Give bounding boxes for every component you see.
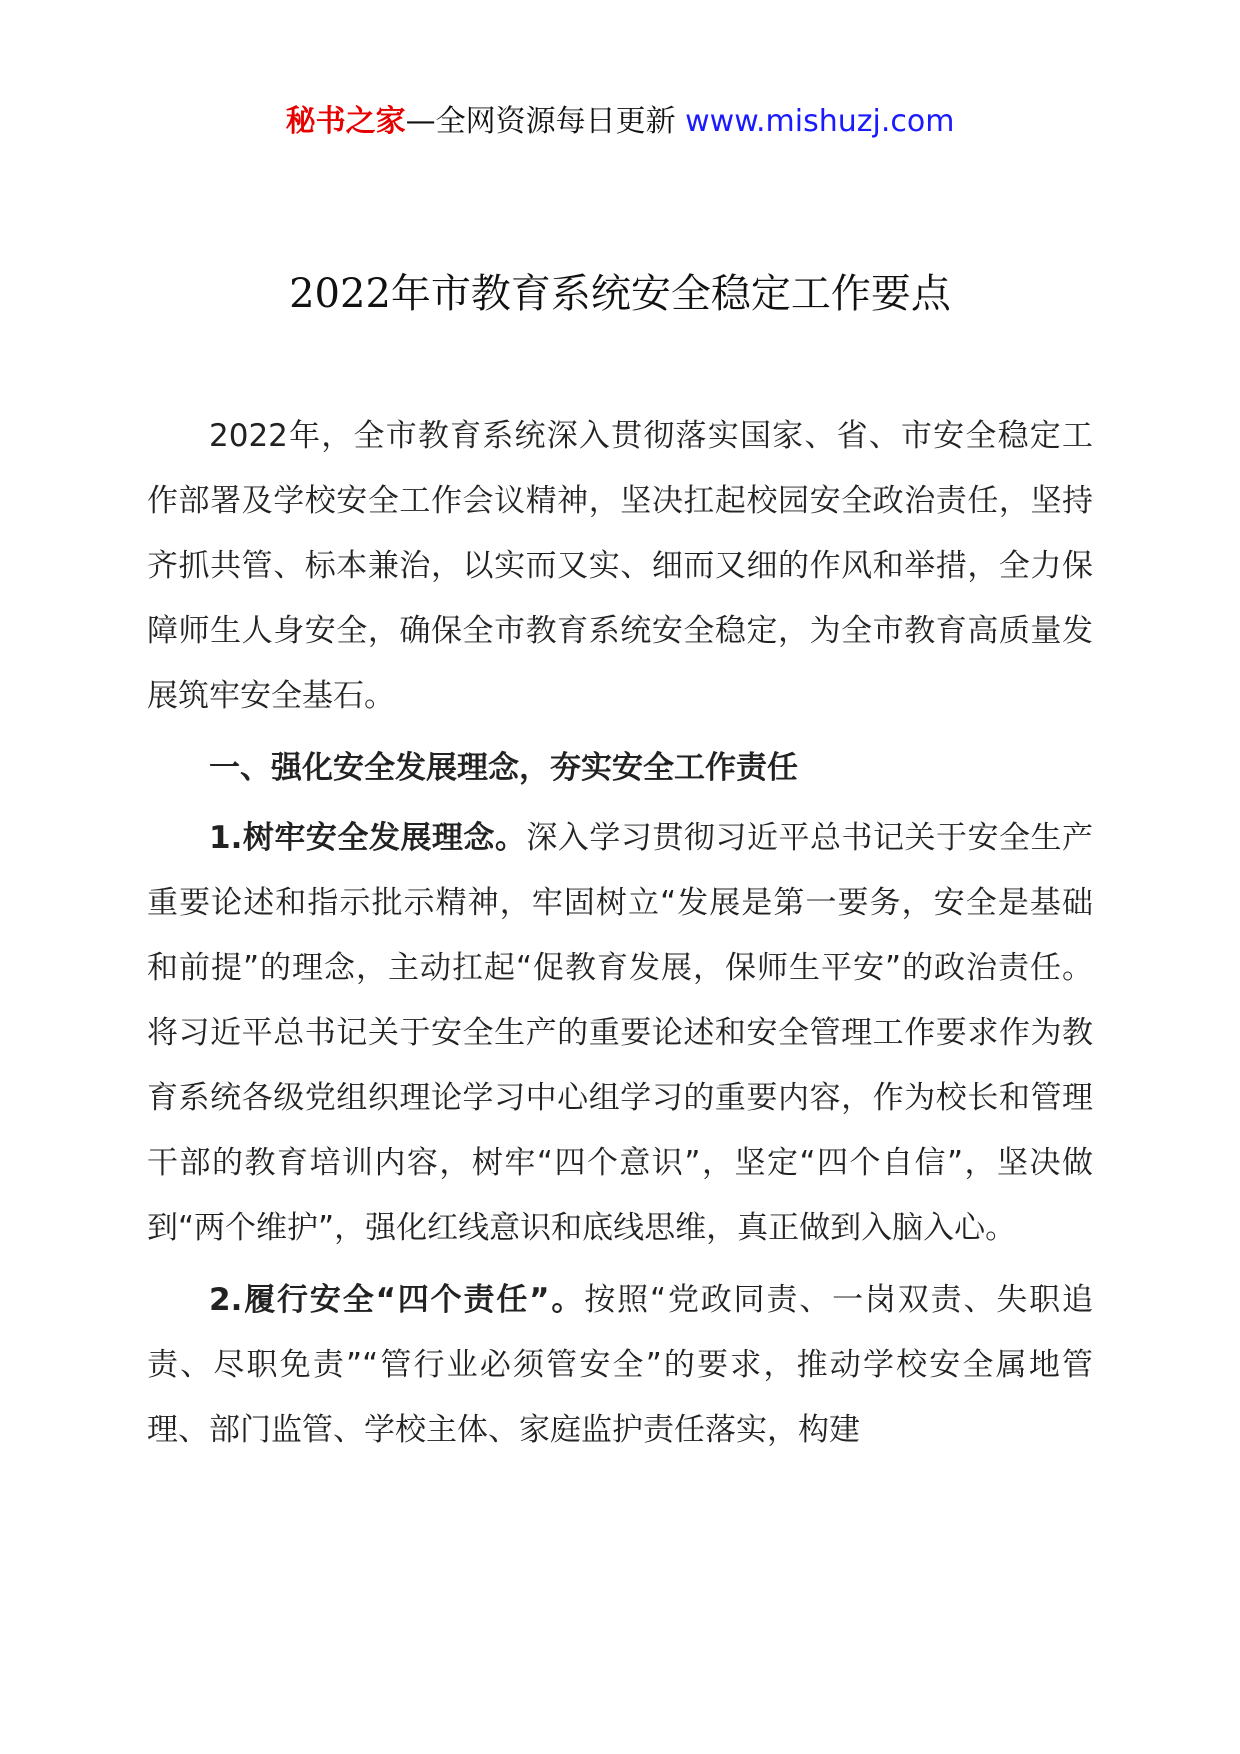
document-title: 2022年市教育系统安全稳定工作要点 (289, 271, 951, 317)
section-heading-1: 一、强化安全发展理念，夯实安全工作责任 (209, 750, 798, 786)
item-paragraph-2 (147, 1268, 1093, 1463)
intro-paragraph: 2022年，全市教育系统深入贯彻落实国家、省、市安全稳定工作部署及学校安全工作会议精神，坚决扛起校园安全政治责任，坚持齐抓共管、标本兼治，以实而又实、细而又细的作风和举措，全力保障师生人身安全，确保全市教育系统安全稳定，为全市教育高质量发展筑牢安全基石。 (147, 418, 1093, 714)
item-lead-1: 1.树牢安全发展理念。 (209, 820, 527, 856)
item-paragraph-1 (147, 806, 1093, 1261)
item-text-2: 按照“党政同责、一岗双责、失职追责、尽职免责”“管行业必须管安全”的要求，推动学校安全属地管理、部门监管、学校主体、家庭监护责任落实，构建 (147, 1282, 1093, 1448)
header-tagline: —全网资源每日更新 (405, 104, 676, 139)
site-header (0, 102, 1240, 142)
document-body (147, 404, 1093, 1470)
site-url-link[interactable]: www.mishuzj.com (685, 104, 955, 139)
item-lead-2: 2.履行安全“四个责任”。 (209, 1282, 585, 1318)
item-text-1: 深入学习贯彻习近平总书记关于安全生产重要论述和指示批示精神，牢固树立“发展是第一要务，安全是基础和前提”的理念，主动扛起“促教育发展，保师生平安”的政治责任。将习近平总书记关于安全生产的重要论述和安全管理工作要求作为教育系统各级党组织理论学习中心组学习的重要内容，作为校长和管理干部的教育培训内容，树牢“四个意识”，坚定“四个自信”，坚决做到“两个维护”，强化红线意识和底线思维，真正做到入脑入心。 (147, 820, 1093, 1246)
brand-name: 秘书之家 (285, 104, 406, 139)
